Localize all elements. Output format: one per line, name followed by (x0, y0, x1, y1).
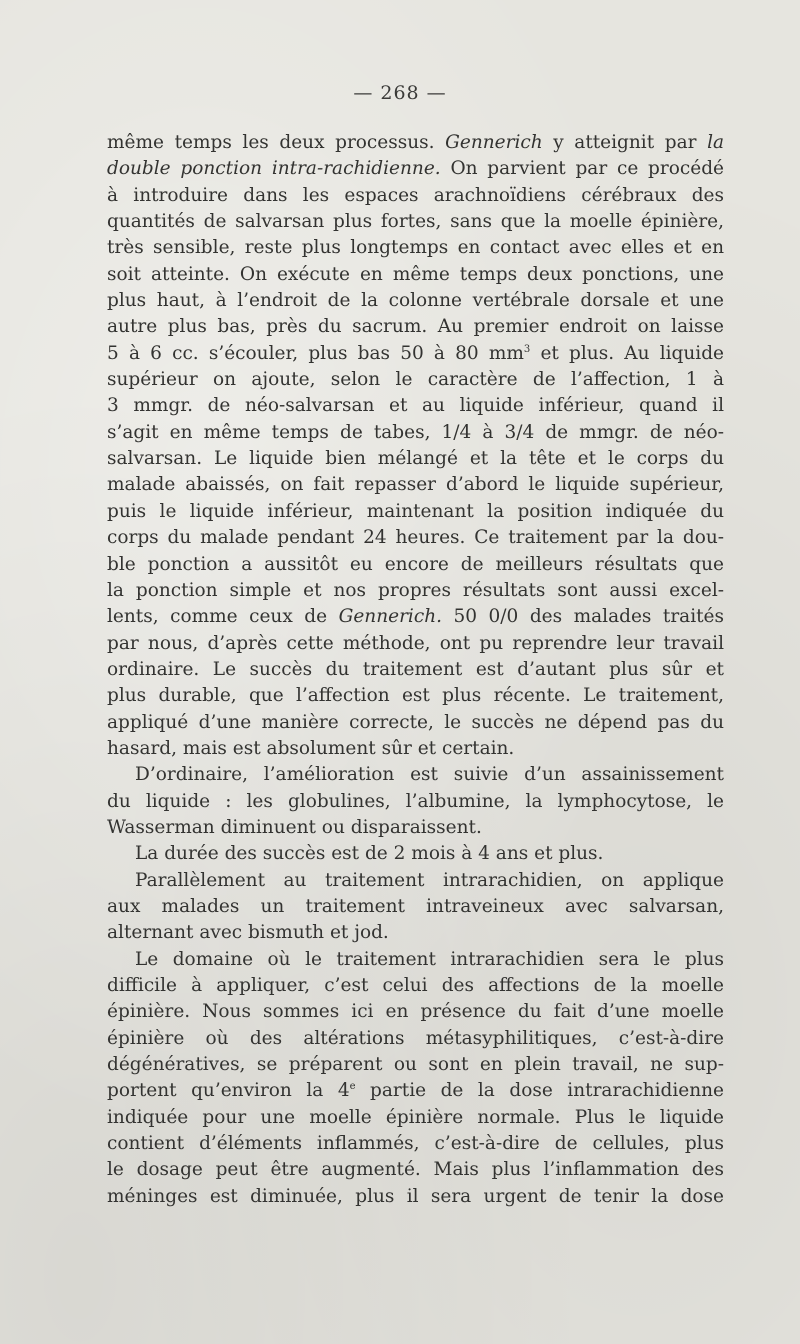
text-line: Wasserman diminuent ou disparaissent. (107, 816, 482, 838)
text-line: double ponction intra-rachidienne. On parvient par ce procédé (107, 158, 724, 180)
text-line: 3 mmgr. de néo-salvarsan et au liquide inférieur, quand il (107, 395, 724, 417)
text-line: soit atteinte. On exécute en même temps deux ponctions, une (107, 263, 724, 285)
text-line: le dosage peut être augmenté. Mais plus l’inflammation des (107, 1159, 724, 1181)
text-line: ble ponction a aussitôt eu encore de meilleurs résultats que (107, 553, 724, 575)
text-line: ordinaire. Le succès du traitement est d’autant plus sûr et (107, 658, 724, 680)
text-line: plus haut, à l’endroit de la colonne vertébrale dorsale et une (107, 290, 724, 312)
text-line: épinière où des altérations métasyphilitiques, c’est-à-dire (107, 1027, 724, 1049)
text-line: plus durable, que l’affection est plus récente. Le traitement, (107, 685, 724, 707)
text-line: la ponction simple et nos propres résultats sont aussi excel- (107, 579, 724, 601)
text-line: malade abaissés, on fait repasser d’abord le liquide supérieur, (107, 474, 724, 496)
text-line: appliqué d’une manière correcte, le succès ne dépend pas du (107, 711, 724, 733)
text-line: à introduire dans les espaces arachnoïdiens cérébraux des (107, 184, 724, 206)
text-line: indiquée pour une moelle épinière normale. Plus le liquide (107, 1106, 724, 1128)
text-line: hasard, mais est absolument sûr et certain. (107, 737, 515, 759)
text-line: par nous, d’après cette méthode, ont pu reprendre leur travail (107, 632, 724, 654)
text-line: lents, comme ceux de Gennerich. 50 0/0 des malades traités (107, 606, 725, 628)
text-line: autre plus bas, près du sacrum. Au premier endroit on laisse (107, 316, 724, 338)
text-line: difficile à appliquer, c’est celui des affections de la moelle (107, 975, 724, 996)
text-line: épinière. Nous sommes ici en présence du fait d’une moelle (107, 1001, 724, 1023)
body-text (107, 130, 724, 1210)
text-line: méninges est diminuée, plus il sera urgent de tenir la dose (107, 1185, 724, 1207)
text-line: du liquide : les globulines, l’albumine, la lymphocytose, le (107, 790, 724, 812)
text-line: alternant avec bismuth et jod. (107, 922, 389, 944)
text-line: s’agit en même temps de tabes, 1/4 à 3/4 de mmgr. de néo- (107, 421, 724, 443)
text-line: aux malades un traitement intraveineux avec salvarsan, (107, 895, 724, 917)
text-line: corps du malade pendant 24 heures. Ce traitement par la dou- (107, 527, 724, 549)
page-number: — 268 — (353, 82, 447, 104)
text-line: contient d’éléments inflammés, c’est-à-dire de cellules, plus (107, 1133, 724, 1155)
text-line: quantités de salvarsan plus fortes, sans que la moelle épinière, (107, 211, 724, 233)
text-line: puis le liquide inférieur, maintenant la position indiquée du (107, 500, 724, 522)
text-line: 5 à 6 cc. s’écouler, plus bas 50 à 80 $mm^3$ et plus. Au liquide (107, 342, 724, 364)
text-line: Parallèlement au traitement intrarachidien, on applique (135, 869, 724, 891)
text-line: La durée des succès est de 2 mois à 4 ans et plus. (135, 843, 604, 865)
text-line: portent qu’environ la 4e partie de la dose intrarachidienne (107, 1080, 724, 1102)
text-line: même temps les deux processus. Gennerich y atteignit par la (107, 132, 725, 153)
text-line: salvarsan. Le liquide bien mélangé et la tête et le corps du (107, 448, 724, 470)
text-line: dégénératives, se préparent ou sont en plein travail, ne sup- (107, 1054, 724, 1076)
text-line: très sensible, reste plus longtemps en contact avec elles et en (107, 237, 724, 259)
text-line: D’ordinaire, l’amélioration est suivie d’un assainissement (135, 764, 724, 786)
text-line: supérieur on ajoute, selon le caractère de l’affection, 1 à (107, 369, 724, 391)
text-line: Le domaine où le traitement intrarachidien sera le plus (135, 948, 724, 970)
